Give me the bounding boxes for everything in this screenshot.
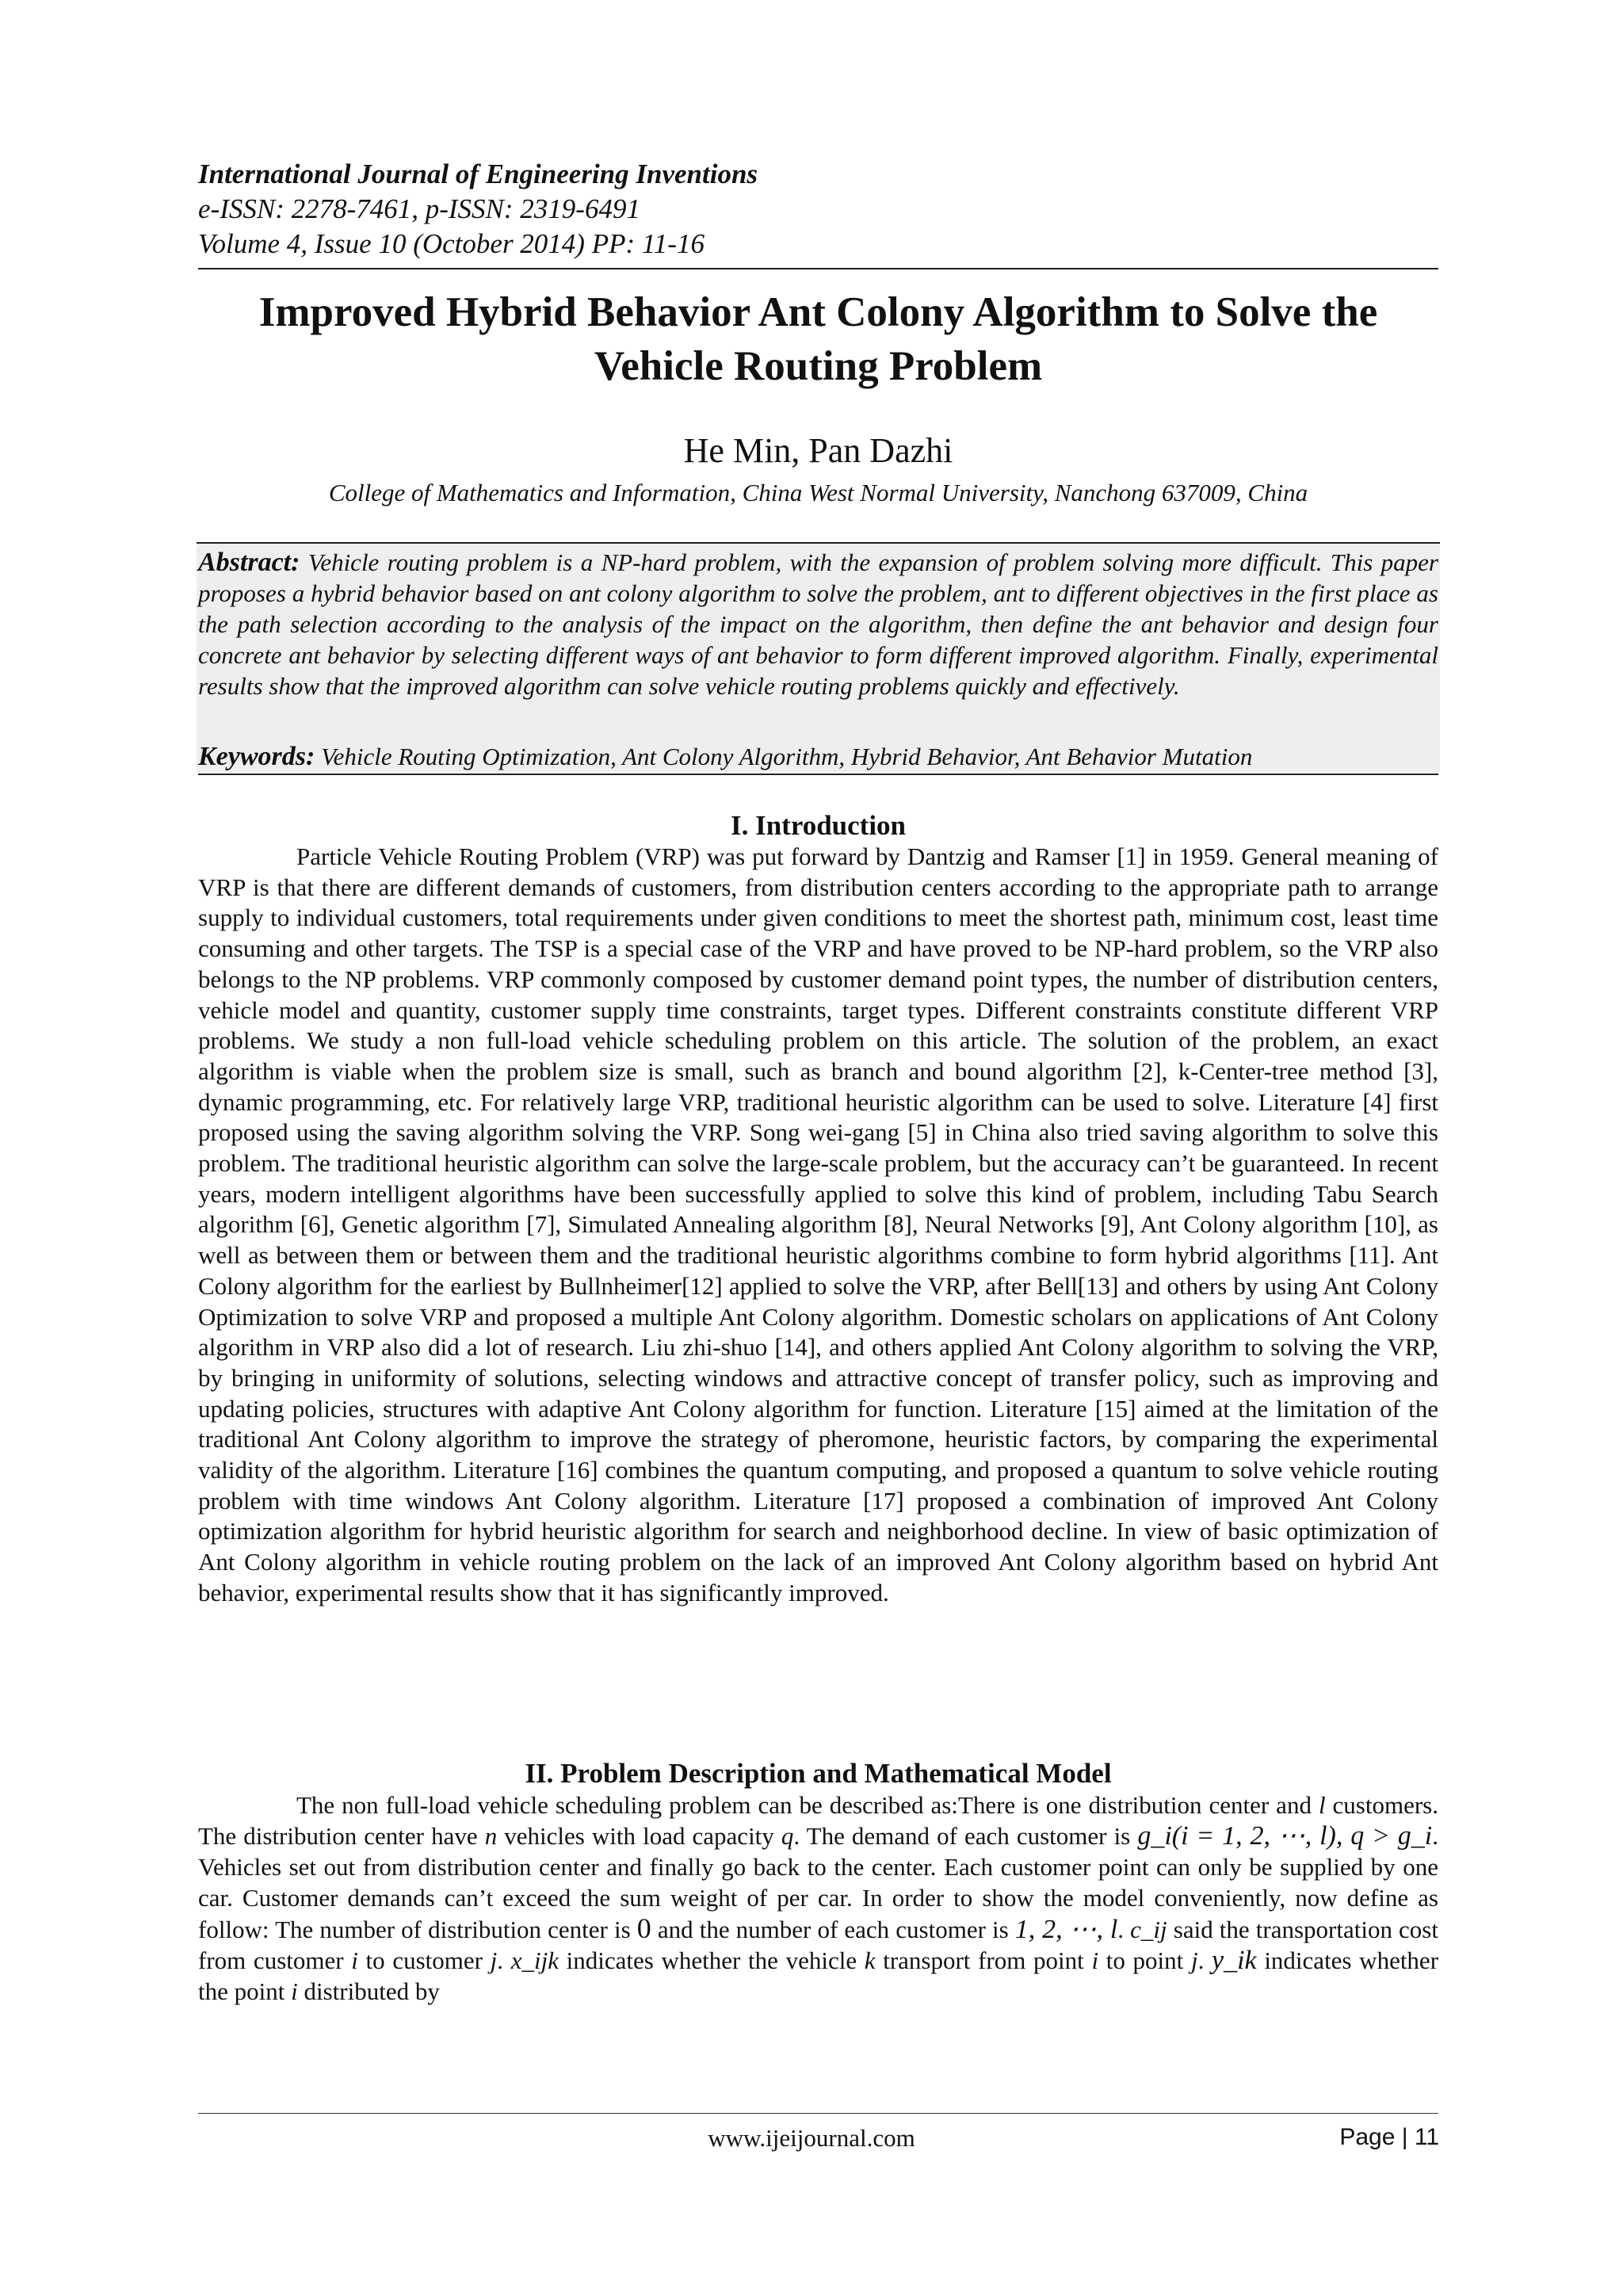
problem-text: . <box>1117 1916 1131 1943</box>
var-zero: 0 <box>636 1912 651 1944</box>
page-number: Page | 11 <box>1339 2124 1439 2150</box>
var-cij: c_ij <box>1130 1916 1167 1943</box>
var-j: j <box>490 1946 498 1974</box>
problem-text: vehicles with load capacity <box>497 1822 781 1850</box>
problem-text: customers. The distribution center have <box>198 1791 1438 1850</box>
introduction-text: Particle Vehicle Routing Problem (VRP) was put forward by Dantzig and Ramser [1] in 1959. General meaning of VRP is that there are different demands of customers, from distribution centers according to the appropriate path to arrange supply to individual customers, total requirements under given conditions to meet the shortest path, minimum cost, least time consuming and other targets. The TSP is a special case of the VRP and have proved to be NP-hard problem, so the VRP also belongs to the NP problems. VRP commonly composed by customer demand point types, the number of distribution centers, vehicle model and quantity, customer supply time constraints, target types. Different constraints constitute different VRP problems. We study a non full-load vehicle scheduling problem on this article. The solution of the problem, an exact algorithm is viable when the problem size is small, such as branch and bound algorithm [2], k-Center-tree method [3], dynamic programming, etc. For relatively large VRP, traditional heuristic algorithm can be used to solve. Literature [4] first proposed using the saving algorithm solving the VRP. Song wei-gang [5] in China also tried saving algorithm to solve this problem. The traditional heuristic algorithm can solve the large-scale problem, but the accuracy can’t be guaranteed. In recent years, modern intelligent algorithms have been successfully applied to solve this kind of problem, including Tabu Search algorithm [6], Genetic algorithm [7], Simulated Annealing algorithm [8], Neural Networks [9], Ant Colony algorithm [10], as well as between them or between them and the traditional heuristic algorithms combine to form hybrid algorithms [11]. Ant Colony algorithm for the earliest by Bullnheimer[12] applied to solve the VRP, after Bell[13] and others by using Ant Colony Optimization to solve VRP and proposed a multiple Ant Colony algorithm. Domestic scholars on applications of Ant Colony algorithm in VRP also did a lot of research. Liu zhi-shuo [14], and others applied Ant Colony algorithm to solving the VRP, by bringing in uniformity of solutions, selecting windows and attractive concept of transfer policy, such as improving and updating policies, structures with adaptive Ant Colony algorithm for function. Literature [15] aimed at the limitation of the traditional Ant Colony algorithm to improve the strategy of pheromone, heuristic factors, by comparing the experimental validity of the algorithm. Literature [16] combines the quantum computing, and proposed a quantum to solve vehicle routing problem with time windows Ant Colony algorithm. Literature [17] proposed a combination of improved Ant Colony optimization algorithm for hybrid heuristic algorithm for search and neighborhood decline. In view of basic optimization of Ant Colony algorithm in vehicle routing problem on the lack of an improved Ant Colony algorithm based on hybrid Ant behavior, experimental results show that it has significantly improved. <box>198 842 1438 1606</box>
problem-text: and the number of each customer is <box>651 1916 1015 1943</box>
problem-text: to point <box>1098 1946 1191 1974</box>
footer-rule <box>198 2113 1438 2114</box>
problem-text: . The demand of each customer is <box>793 1822 1138 1850</box>
var-yik: y_ik <box>1212 1946 1257 1975</box>
abstract-text: Vehicle routing problem is a NP-hard problem, with the expansion of problem solving more difficult. This paper proposes a hybrid behavior based on ant colony algorithm to solve the problem, ant to different objectives in the first place as the path selection according to the analysis of the impact on the algorithm, then define the ant behavior and design four concrete ant behavior by selecting different ways of ant behavior to form different improved algorithm. Finally, experimental results show that the improved algorithm can solve vehicle routing problems quickly and effectively. <box>198 548 1439 700</box>
section-heading-introduction: I. Introduction <box>730 810 907 841</box>
problem-text: . <box>497 1946 511 1974</box>
problem-paragraph <box>198 1790 1438 2007</box>
journal-header <box>198 157 1438 262</box>
var-n: n <box>484 1822 498 1850</box>
introduction-paragraph <box>198 842 1438 1609</box>
journal-issn: e-ISSN: 2278-7461, p-ISSN: 2319-6491 <box>198 193 640 224</box>
journal-volume: Volume 4, Issue 10 (October 2014) PP: 11-16 <box>198 228 705 259</box>
abstract-label: Abstract: <box>198 548 300 577</box>
problem-text: . <box>1197 1946 1212 1974</box>
var-l: l <box>1318 1791 1326 1819</box>
footer-url[interactable]: www.ijeijournal.com <box>708 2124 915 2152</box>
equation-customers: 1, 2, ⋯, l <box>1014 1915 1118 1944</box>
equation-demand: g_i(i = 1, 2, ⋯, l), q > g_i <box>1137 1821 1433 1851</box>
problem-text: indicates whether the vehicle <box>558 1946 865 1974</box>
var-i: i <box>291 1977 298 2005</box>
affiliation: College of Mathematics and Information, China West Normal University, Nanchong 637009, China <box>328 479 1308 506</box>
problem-text: transport from point <box>875 1946 1092 1974</box>
var-i: i <box>351 1946 358 1974</box>
paper-title <box>198 285 1438 393</box>
author-list: He Min, Pan Dazhi <box>683 431 953 470</box>
header-rule <box>198 268 1438 269</box>
title-line-1: Improved Hybrid Behavior Ant Colony Algorithm to Solve the <box>258 289 1378 335</box>
keywords <box>198 742 1438 772</box>
keywords-text: Vehicle Routing Optimization, Ant Colony Algorithm, Hybrid Behavior, Ant Behavior Mutation <box>321 743 1253 770</box>
problem-text: indicates whether the point <box>198 1946 1439 2005</box>
var-q: q <box>781 1822 794 1850</box>
problem-text: The non full-load vehicle scheduling problem can be described as:There is one distribution center and <box>296 1791 1319 1819</box>
problem-text: . Vehicles set out from distribution center and finally go back to the center. Each customer point can only be supplied by one car. Customer demands can’t exceed the sum weight of per car. In order to show the model conveniently, now define as follow: The number of distribution center is <box>198 1822 1438 1943</box>
problem-text: said the transportation cost from customer <box>198 1916 1438 1974</box>
journal-name: International Journal of Engineering Inventions <box>198 159 758 189</box>
title-line-2: Vehicle Routing Problem <box>594 343 1043 389</box>
var-j: j <box>1190 1946 1198 1974</box>
problem-text: distributed by <box>297 1977 440 2005</box>
section-heading-problem: II. Problem Description and Mathematical Model <box>525 1758 1112 1789</box>
var-xijk: x_ijk <box>510 1946 559 1974</box>
var-k: k <box>864 1946 876 1974</box>
abstract <box>198 547 1438 701</box>
keywords-label: Keywords: <box>198 742 315 771</box>
problem-text: to customer <box>357 1946 491 1974</box>
var-i: i <box>1091 1946 1099 1974</box>
abstract-bottom-rule <box>198 774 1438 775</box>
